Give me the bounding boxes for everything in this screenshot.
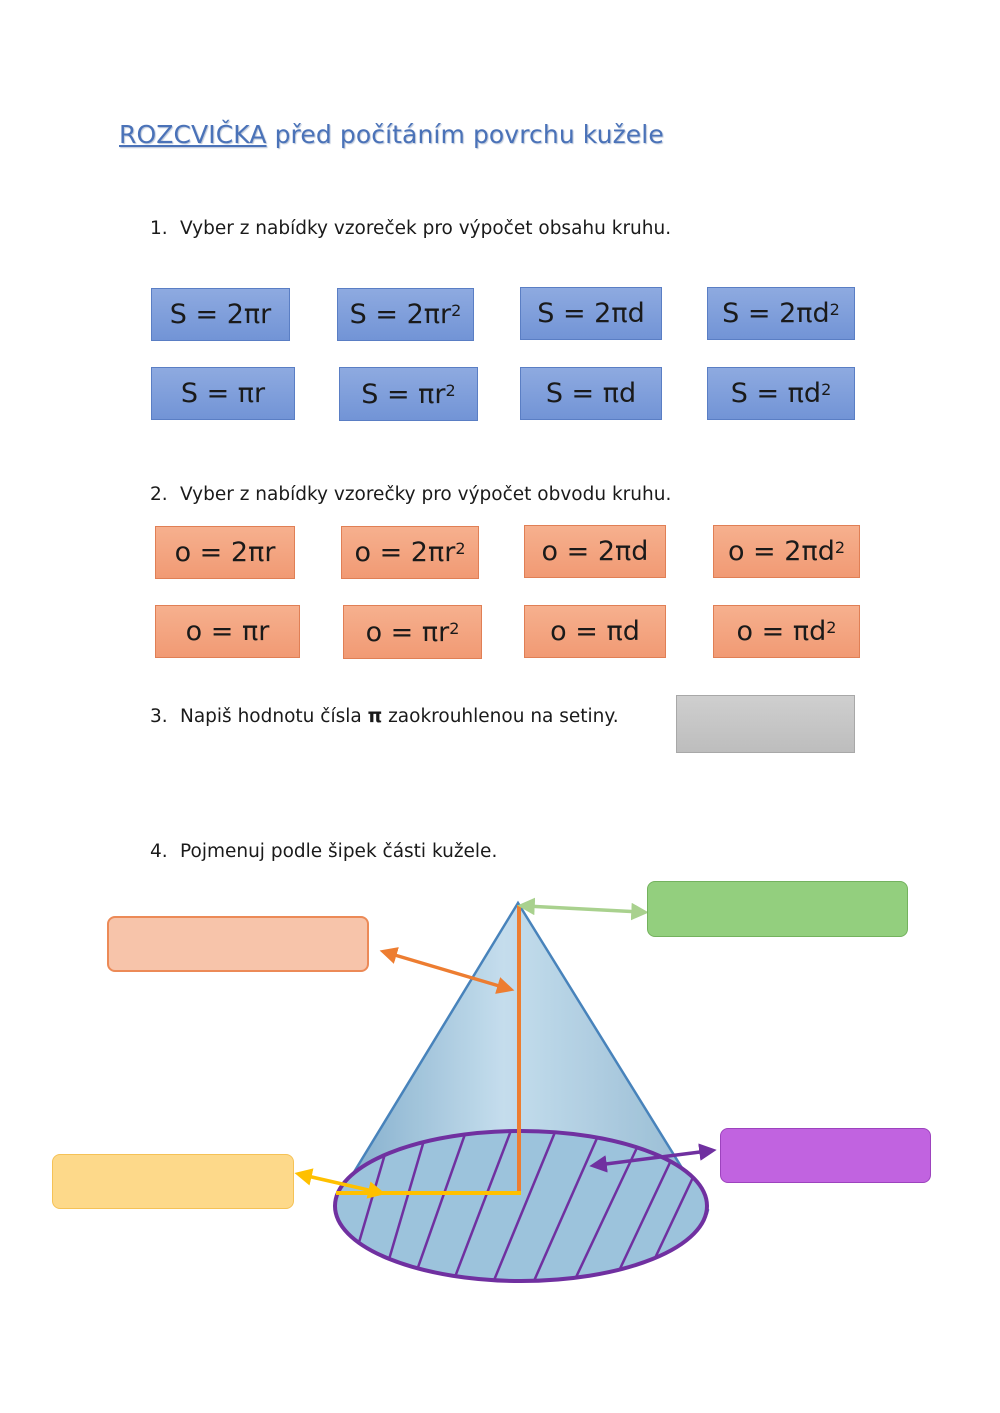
title-underlined: ROZCVIČKA [119, 120, 267, 149]
circumference-option-8[interactable]: o = πd $^2$ [713, 605, 860, 658]
area-option-5[interactable]: S = πr [151, 367, 295, 420]
answer-apex-field[interactable] [647, 881, 908, 937]
circumference-option-5[interactable]: o = πr [155, 605, 300, 658]
task-text: Vyber z nabídky vzoreček pro výpočet obsahu kruhu. [180, 218, 672, 239]
arrow-apex [526, 906, 640, 912]
circumference-option-7[interactable]: o = πd [524, 605, 666, 658]
task-number: 3. [150, 706, 168, 727]
answer-radius-field[interactable] [52, 1154, 294, 1209]
area-option-3[interactable]: S = 2πd [520, 287, 662, 340]
circumference-option-4[interactable]: o = 2πd $^2$ [713, 525, 860, 578]
area-option-4[interactable]: S = 2πd $^2$ [707, 287, 855, 340]
area-option-7[interactable]: S = πd [520, 367, 662, 420]
title-rest: před počítáním povrchu kužele [266, 120, 664, 149]
task-text: Vyber z nabídky vzorečky pro výpočet obvodu kruhu. [180, 484, 672, 505]
circumference-option-6[interactable]: o = πr $^2$ [343, 605, 482, 659]
circumference-option-1[interactable]: o = 2πr [155, 526, 295, 579]
task-text: Pojmenuj podle šipek části kužele. [180, 841, 498, 862]
area-option-2[interactable]: S = 2πr $^2$ [337, 288, 474, 341]
circumference-option-2[interactable]: o = 2πr $^2$ [341, 526, 479, 579]
circumference-option-3[interactable]: o = 2πd [524, 525, 666, 578]
answer-base-field[interactable] [720, 1128, 931, 1183]
area-option-6[interactable]: S = πr $^2$ [339, 367, 478, 421]
answer-height-field[interactable] [107, 916, 369, 972]
task-text: Napiš hodnotu čísla [180, 706, 368, 727]
task-number: 4. [150, 841, 168, 862]
task-number: 1. [150, 218, 168, 239]
pi-symbol: π [367, 706, 383, 727]
area-option-8[interactable]: S = πd $^2$ [707, 367, 855, 420]
area-option-1[interactable]: S = 2πr [151, 288, 290, 341]
task-text: zaokrouhlenou na setiny. [382, 706, 619, 727]
task-number: 2. [150, 484, 168, 505]
